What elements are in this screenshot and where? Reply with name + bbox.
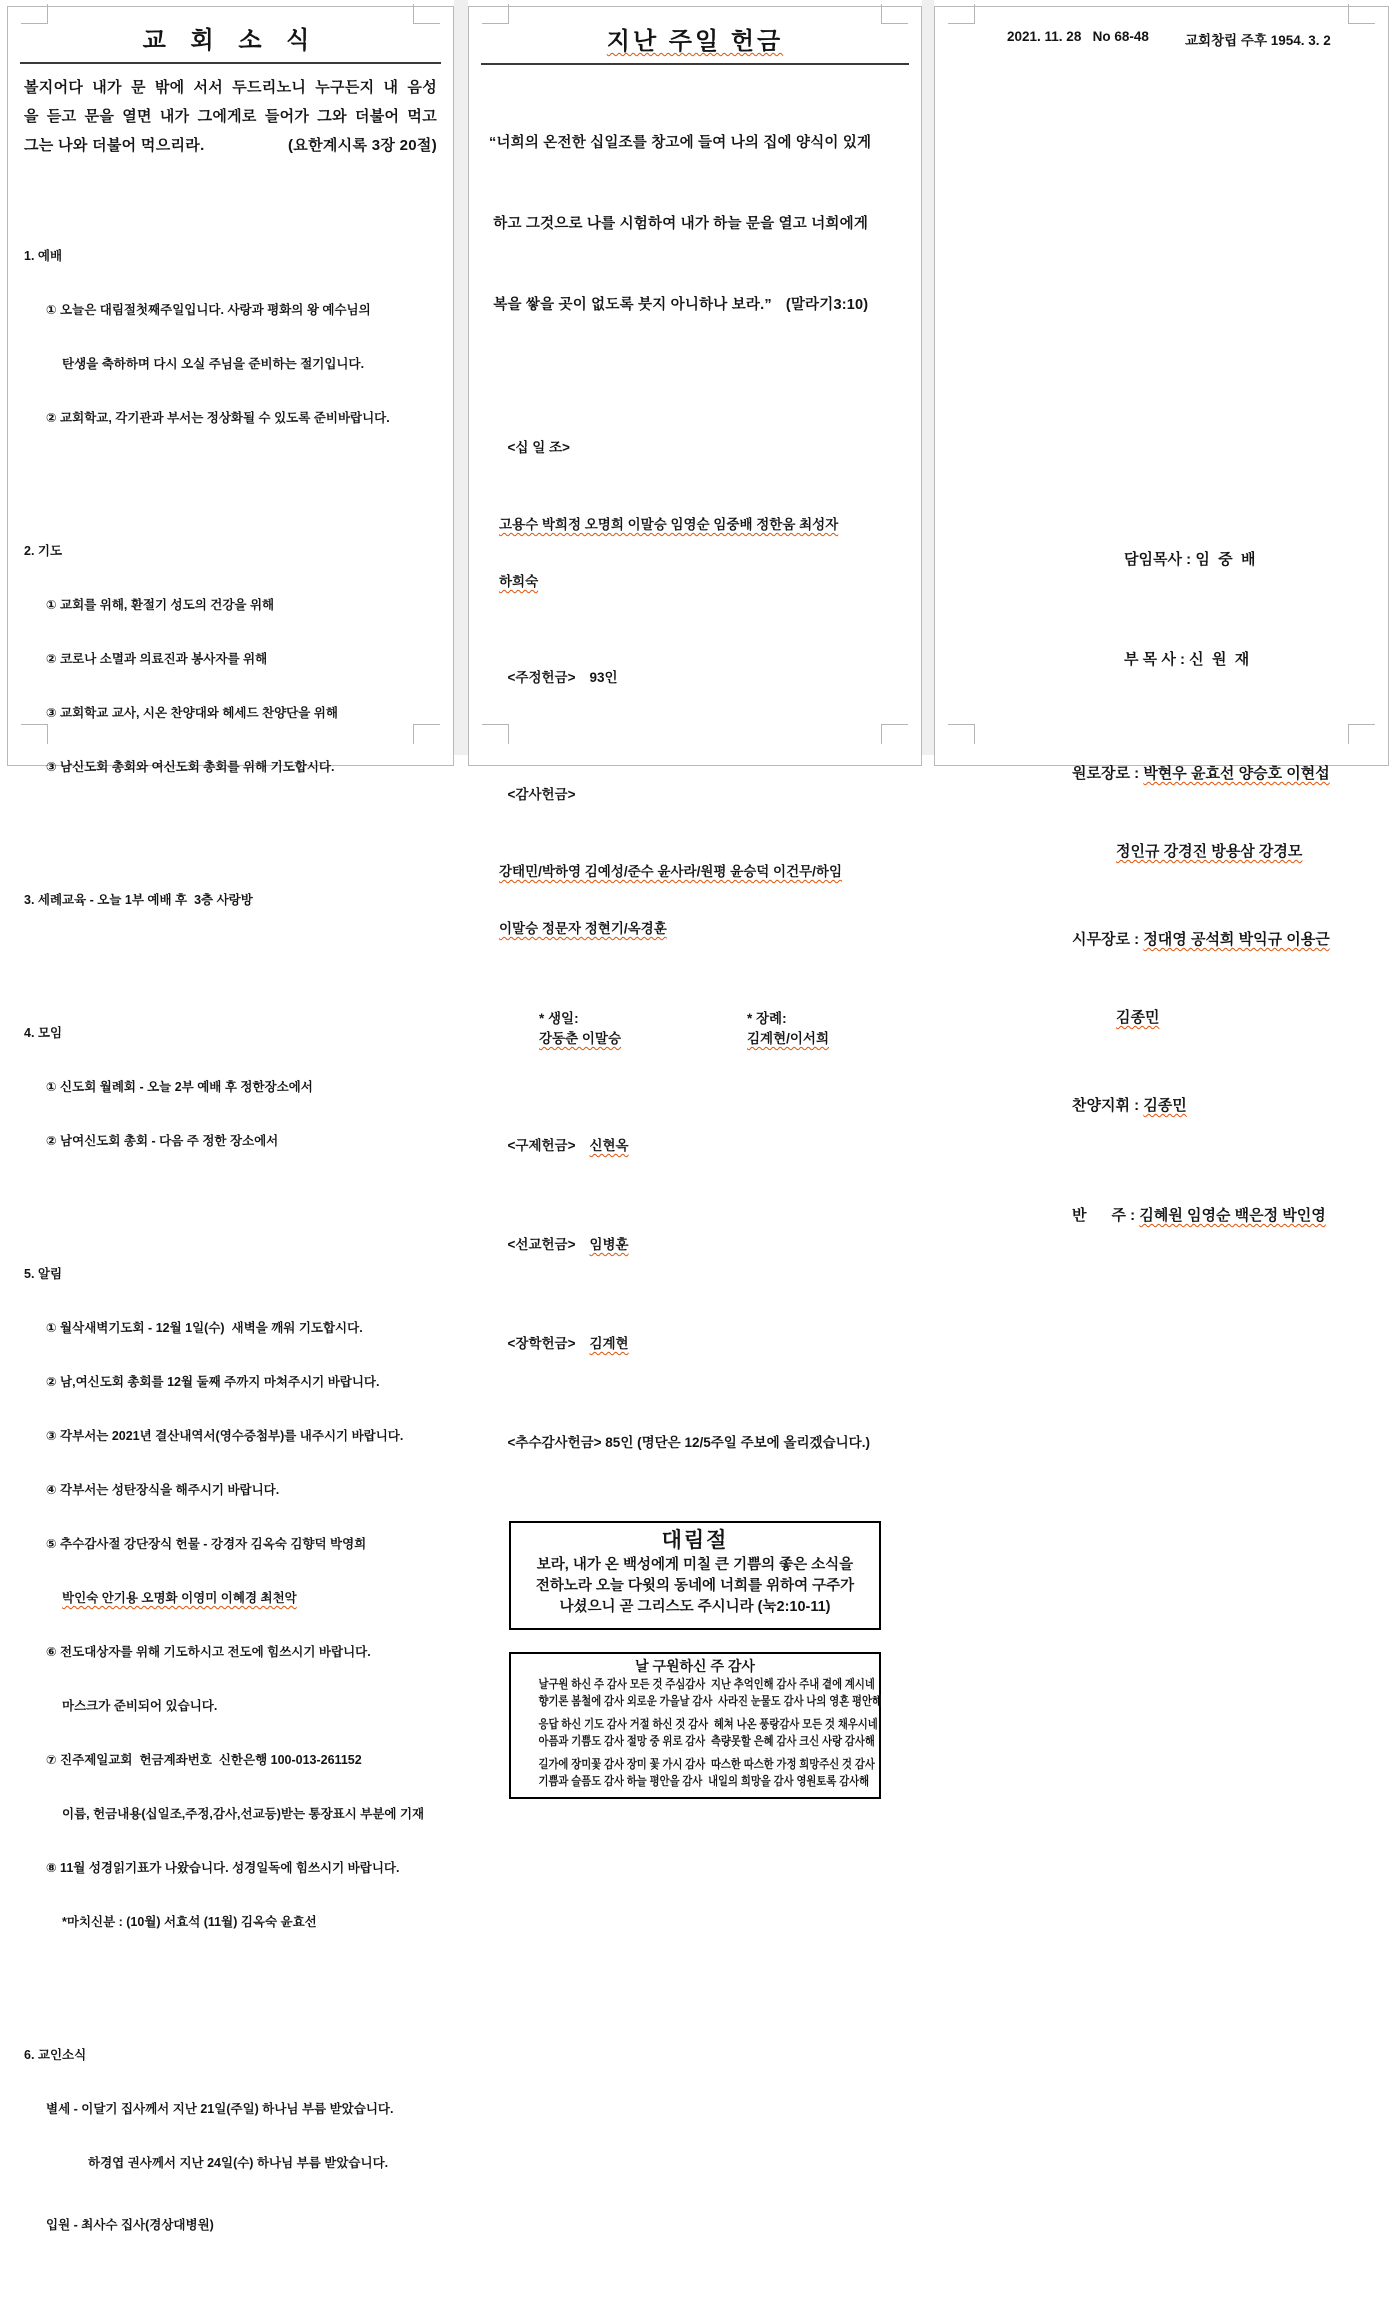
staff-list <box>935 493 1388 1283</box>
staff-label: 찬양지휘 : <box>1072 1097 1144 1114</box>
staff-row-emeritus-elders <box>935 741 1388 807</box>
hymn-title: 날 구원하신 주 감사 <box>635 1658 755 1674</box>
announcement-line: ⑥ 전도대상자를 위해 기도하시고 전도에 힘쓰시기 바랍니다. <box>46 1645 371 1659</box>
verse-line: 하고 그것으로 나를 시험하여 내가 하늘 문을 열고 너희에게 <box>489 216 869 232</box>
offering-label: <감사헌금> <box>507 787 576 802</box>
section-worship <box>22 211 443 463</box>
bulletin-date-number: 2021. 11. 28 No 68-48 <box>1007 29 1149 44</box>
offering-value: 신현옥 <box>589 1138 629 1153</box>
hymn-box <box>509 1652 881 1799</box>
announcement-line: ① 신도회 월례회 - 오늘 2부 예배 후 정한장소에서 <box>46 1080 313 1094</box>
verse-reference: (요한계시록 3장 20절) <box>288 137 437 154</box>
announcement-line: 박인숙 안기용 오명화 이영미 이혜경 최천악 <box>62 1591 297 1605</box>
verse-line: 볼지어다 내가 문 밖에 서서 두드리노니 누구든지 내 음성 <box>24 79 437 96</box>
announcement-line: ② 교회학교, 각기관과 부서는 정상화될 수 있도록 준비바랍니다. <box>46 411 390 425</box>
announcement-line: 마스크가 준비되어 있습니다. <box>62 1699 218 1713</box>
announcement-line: 입원 - 최사수 집사(경상대병원) <box>46 2218 214 2232</box>
tithe-names: 고용수 박희정 오명희 이말승 임영순 임중배 정한움 최성자 <box>499 517 839 532</box>
section-heading: 1. 예배 <box>24 249 63 263</box>
birthday-funeral-row <box>485 992 909 1062</box>
announcement-line: ④ 각부서는 성탄장식을 해주시기 바랍니다. <box>46 1483 280 1497</box>
offering-value: 임병훈 <box>589 1237 629 1252</box>
margin-corner-mark <box>948 4 975 24</box>
staff-row-accompanists <box>935 1183 1388 1249</box>
bulletin-header <box>935 29 1388 49</box>
staff-value-cont: 정인규 강경진 방용삼 강경모 <box>1116 843 1303 860</box>
section-member-news <box>22 2010 443 2270</box>
announcement-line: ③ 각부서는 2021년 결산내역서(영수증첨부)를 내주시기 바랍니다. <box>46 1429 404 1443</box>
title-rule <box>20 62 441 64</box>
announcement-line: 탄생을 축하하며 다시 오실 주님을 준비하는 절기입니다. <box>62 357 365 371</box>
page-offerings <box>468 6 922 1788</box>
hymn-line: 아픔과 기쁨도 감사 절망 중 위로 감사 측량못할 은혜 감사 크신 사랑 감사해 <box>538 1734 875 1748</box>
hymn-line: 응답 하신 기도 감사 거절 하신 것 감사 헤쳐 나온 풍랑감사 모든 것 채우시네 <box>538 1717 878 1731</box>
announcement-line: ② 남여신도회 총회 - 다음 주 정한 장소에서 <box>46 1134 279 1148</box>
section-prayer <box>22 506 443 812</box>
section-meetings <box>22 988 443 1186</box>
staff-label: 반 주 : <box>1072 1207 1140 1224</box>
staff-row-associate-pastor <box>935 627 1388 693</box>
staff-value: 정대영 공석희 박익규 이용근 <box>1143 931 1330 948</box>
announcement-line: ⑤ 추수감사절 강단장식 헌물 - 강경자 김옥숙 김향덕 박영희 <box>46 1537 367 1551</box>
offering-row-harvest <box>485 1413 909 1473</box>
margin-corner-mark <box>21 4 48 24</box>
staff-row-choir-director <box>935 1073 1388 1139</box>
announcement-line: 별세 - 이달기 집사께서 지난 21일(주일) 하나님 부름 받았습니다. <box>46 2102 394 2116</box>
advent-box-line: 나셨으니 곧 그리스도 주시니라 (눅2:10-11) <box>559 1599 831 1615</box>
verse-line <box>24 131 437 160</box>
staff-value: 김종민 <box>1143 1097 1187 1114</box>
section-heading: 3. 세례교육 - 오늘 1부 예배 후 3층 사랑방 <box>24 893 253 907</box>
hymn-line: 날구원 하신 주 감사 모든 것 주심감사 지난 추억인해 감사 주내 곁에 계시네 <box>538 1677 875 1691</box>
margin-corner-mark <box>482 4 509 24</box>
margin-corner-mark <box>21 724 48 744</box>
page2-scripture-verse <box>489 76 907 373</box>
margin-corner-mark <box>413 724 440 744</box>
announcement-line: ① 오늘은 대림절첫째주일입니다. 사랑과 평화의 왕 예수님의 <box>46 303 371 317</box>
announcement-line: 하경엽 권사께서 지난 24일(수) 하나님 부름 받았습니다. <box>88 2156 389 2170</box>
page-gutter <box>922 0 934 755</box>
offering-value: 85인 (명단은 12/5주일 주보에 올리겠습니다.) <box>605 1435 870 1450</box>
verse-line <box>489 292 907 319</box>
announcement-line: 이름, 헌금내용(십일조,주정,감사,선교등)받는 통장표시 부분에 기재 <box>62 1807 425 1821</box>
hymn-lyrics <box>538 1676 882 1790</box>
staff-value: 신 원 재 <box>1189 651 1250 668</box>
verse-line: “너희의 온전한 십일조를 창고에 들여 나의 집에 양식이 있게 <box>489 135 872 151</box>
page2-title: 지난 주일 헌금 <box>606 28 784 55</box>
announcement-line: *마치신분 : (10월) 서효석 (11월) 김옥숙 윤효선 <box>62 1915 317 1929</box>
offering-label: <십 일 조> <box>507 440 570 455</box>
hymn-line: 길가에 장미꽃 감사 장미 꽃 가시 감사 따스한 따스한 가정 희망주신 것 감사 <box>538 1757 875 1771</box>
funeral-label: * 장례: <box>747 1011 787 1026</box>
staff-row-serving-elders <box>935 907 1388 973</box>
staff-row-senior-pastor <box>935 527 1388 593</box>
announcement-line: ② 남,여신도회 총회를 12월 둘째 주까지 마쳐주시기 바랍니다. <box>46 1375 380 1389</box>
staff-value: 김혜원 임영순 백은정 박인영 <box>1139 1207 1326 1224</box>
page-masthead <box>934 6 1389 1224</box>
offering-label: <구제헌금> <box>507 1138 576 1153</box>
tithe-names: 하희숙 <box>499 574 539 589</box>
verse-text: 그는 나와 더불어 먹으리라. <box>24 137 205 154</box>
offering-row-thanks <box>485 765 909 825</box>
page1-title: 교 회 소 식 <box>142 27 319 54</box>
staff-value-cont: 김종민 <box>1116 1009 1160 1026</box>
staff-value: 박현우 윤효선 양승호 이현섭 <box>1143 765 1330 782</box>
section-heading: 2. 기도 <box>24 544 63 558</box>
birthday-names: 강동춘 이말승 <box>539 1031 622 1046</box>
funeral-names: 김계현/이서희 <box>747 1031 830 1046</box>
margin-corner-mark <box>881 4 908 24</box>
section-heading: 4. 모임 <box>24 1026 63 1040</box>
birthday-entry <box>509 992 717 1062</box>
verse-line: 을 듣고 문을 열면 내가 그에게로 들어가 그와 더불어 먹고 <box>24 108 437 125</box>
staff-label: 담임목사 : <box>1124 551 1196 568</box>
staff-label: 시무장로 : <box>1072 931 1144 948</box>
verse-reference: (말라기3:10) <box>785 297 869 313</box>
offering-label: <장학헌금> <box>507 1336 576 1351</box>
section-baptism-class <box>22 855 443 945</box>
page-church-news <box>7 6 454 2232</box>
margin-corner-mark <box>482 724 509 744</box>
section-heading: 6. 교인소식 <box>24 2048 87 2062</box>
birthday-label: * 생일: <box>539 1011 579 1026</box>
announcement-line: ① 월삭새벽기도회 - 12월 1일(수) 새벽을 깨워 기도합시다. <box>46 1321 363 1335</box>
offering-value: 김계현 <box>589 1336 629 1351</box>
announcement-line: ① 교회를 위해, 환절기 성도의 건강을 위해 <box>46 598 275 612</box>
page1-scripture-verse <box>24 73 437 160</box>
margin-corner-mark <box>1348 4 1375 24</box>
offering-row-mission <box>485 1215 909 1275</box>
staff-value: 임 중 배 <box>1195 551 1256 568</box>
announcement-line: ③ 교회학교 교사, 시온 찬양대와 헤세드 찬양단을 위해 <box>46 706 338 720</box>
church-founded-date: 교회창립 주후 1954. 3. 2 <box>1185 33 1331 48</box>
offering-label: <선교헌금> <box>507 1237 576 1252</box>
thanks-names: 이말승 정문자 정현기/옥경훈 <box>499 921 667 936</box>
announcement-line: ⑧ 11월 성경읽기표가 나왔습니다. 성경일독에 힘쓰시기 바랍니다. <box>46 1861 400 1875</box>
page-gutter <box>454 0 468 755</box>
offering-value: 93인 <box>589 670 618 685</box>
title-rule <box>481 63 909 65</box>
offering-label: <추수감사헌금> <box>507 1435 602 1450</box>
announcements <box>22 168 443 2306</box>
advent-box <box>509 1521 881 1630</box>
advent-box-title: 대림절 <box>661 1529 729 1552</box>
funeral-entry <box>717 992 829 1062</box>
offering-row-relief <box>485 1116 909 1176</box>
margin-corner-mark <box>413 4 440 24</box>
staff-label: 부 목 사 : <box>1124 651 1190 668</box>
section-heading: 5. 알림 <box>24 1267 63 1281</box>
margin-corner-mark <box>881 724 908 744</box>
thanks-names: 강태민/박하영 김예성/준수 윤사라/원평 윤승덕 이건무/하임 <box>499 864 842 879</box>
announcement-line: ⑦ 진주제일교회 헌금계좌번호 신한은행 100-013-261152 <box>46 1753 362 1767</box>
staff-label: 원로장로 : <box>1072 765 1144 782</box>
offering-row-scholarship <box>485 1314 909 1374</box>
advent-box-line: 보라, 내가 온 백성에게 미칠 큰 기쁨의 좋은 소식을 <box>536 1557 854 1573</box>
offering-list <box>485 373 909 1503</box>
offering-row-weekly <box>485 648 909 708</box>
hymn-line: 향기론 봄철에 감사 외로운 가을날 감사 사라진 눈물도 감사 나의 영혼 평안해 <box>538 1694 882 1708</box>
advent-box-line: 전하노라 오늘 다윗의 동네에 너희를 위하여 구주가 <box>535 1578 855 1594</box>
offering-label: <주정헌금> <box>507 670 576 685</box>
announcement-line: ③ 남신도회 총회와 여신도회 총회를 위해 기도합시다. <box>46 760 335 774</box>
announcement-line: ② 코로나 소멸과 의료진과 봉사자를 위해 <box>46 652 268 666</box>
offering-row-tithe <box>485 418 909 478</box>
verse-text: 복을 쌓을 곳이 없도록 붓지 아니하나 보라.” <box>489 297 772 313</box>
hymn-line: 기쁨과 슬픔도 감사 하늘 평안을 감사 내일의 희망을 감사 영원토록 감사해 <box>538 1774 870 1788</box>
section-notices <box>22 1229 443 1967</box>
